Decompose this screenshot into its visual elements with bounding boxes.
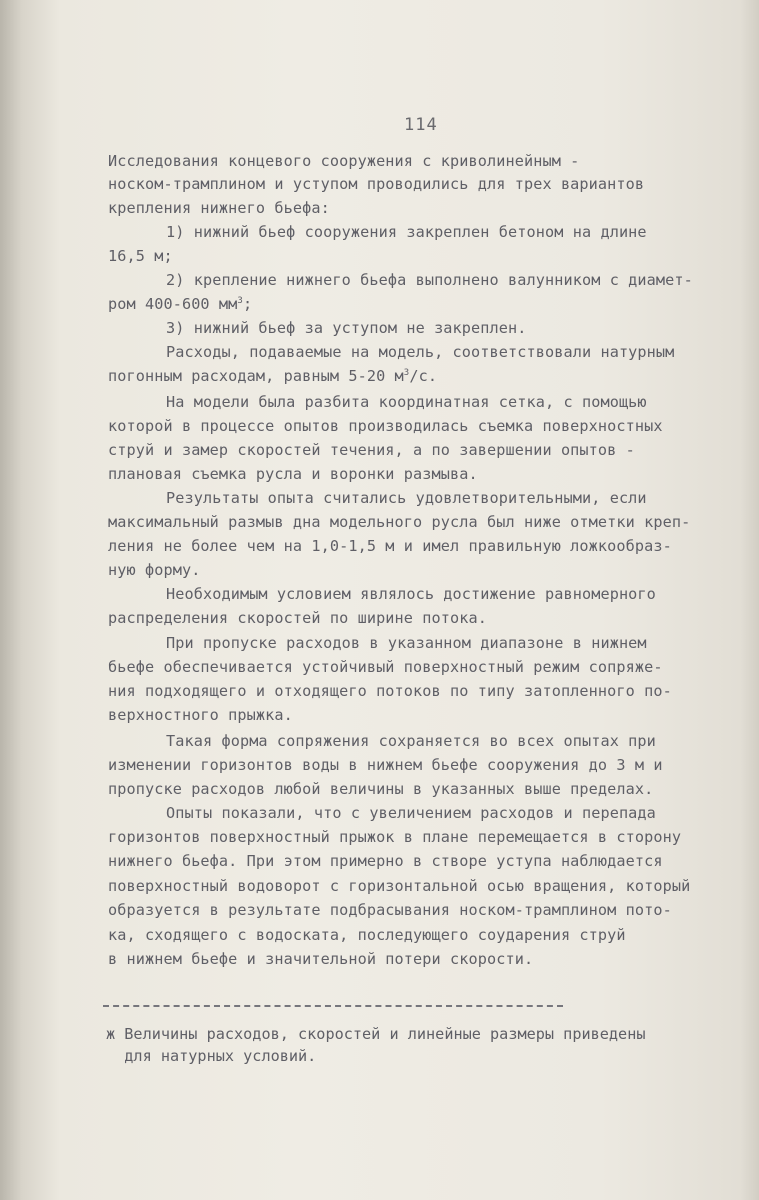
text-line: 1) нижний бьеф сооружения закреплен бетоном на длине: [166, 223, 647, 241]
text-line: ную форму.: [108, 561, 201, 579]
text-line: [108, 366, 437, 386]
text-line: крепления нижнего бьефа:: [108, 199, 330, 217]
text-line: которой в процессе опытов производилась съемка поверхностных: [108, 417, 663, 435]
text-line: носком-трамплином и уступом проводились для трех вариантов: [108, 175, 645, 193]
page-number: 114: [404, 115, 438, 135]
text-line: горизонтов поверхностный прыжок в плане перемещается в сторону: [108, 828, 682, 846]
text-fragment: погонным расходам, равным 5-20 м: [108, 367, 404, 385]
text-line: пропуске расходов любой величины в указанных выше пределах.: [108, 780, 654, 798]
text-line: 2) крепление нижнего бьефа выполнено валунником с диамет-: [166, 271, 693, 289]
text-fragment: /с.: [409, 367, 438, 385]
text-line: нижнего бьефа. При этом примерно в створе уступа наблюдается: [108, 852, 663, 870]
footnote-line: для натурных условий.: [106, 1047, 317, 1065]
text-line: изменении горизонтов воды в нижнем бьефе сооружения до 3 м и: [108, 756, 663, 774]
text-line: струй и замер скоростей течения, а по завершении опытов -: [108, 441, 635, 459]
text-line: Результаты опыта считались удовлетворительными, если: [166, 489, 647, 507]
text-line: ния подходящего и отходящего потоков по типу затопленного по-: [108, 682, 672, 700]
text-line: Исследования концевого сооружения с криволинейным -: [108, 152, 580, 170]
text-line: 3) нижний бьеф за уступом не закреплен.: [166, 319, 527, 337]
text-line: ления не более чем на 1,0-1,5 м и имел правильную ложкообраз-: [108, 537, 672, 555]
text-line: Опыты показали, что с увеличением расходов и перепада: [166, 804, 656, 822]
text-line: При пропуске расходов в указанном диапазоне в нижнем: [166, 634, 647, 652]
superscript: 3: [403, 367, 410, 378]
text-line: [108, 294, 252, 314]
superscript: 3: [237, 295, 243, 306]
text-fragment: ;: [242, 295, 253, 313]
text-line: распределения скоростей по ширине потока.: [108, 609, 487, 627]
text-line: поверхностный водоворот с горизонтальной осью вращения, который: [108, 877, 691, 895]
text-line: 16,5 м;: [108, 247, 173, 265]
text-line: На модели была разбита координатная сетка, с помощью: [166, 393, 647, 411]
text-line: Необходимым условием являлось достижение равномерного: [166, 585, 656, 603]
text-line: образуется в результате подбрасывания носком-трамплином пото-: [108, 901, 672, 919]
text-line: верхностного прыжка.: [108, 706, 293, 724]
footnote-divider: [103, 1005, 563, 1007]
text-line: плановая съемка русла и воронки размыва.: [108, 465, 478, 483]
text-line: Такая форма сопряжения сохраняется во всех опытах при: [166, 732, 656, 750]
text-line: бьефе обеспечивается устойчивый поверхностный режим сопряже-: [108, 658, 663, 676]
text-fragment: ром 400-600 мм: [108, 295, 238, 313]
text-line: Расходы, подаваемые на модель, соответствовали натурным: [166, 343, 675, 361]
text-line: максимальный размыв дна модельного русла был ниже отметки креп-: [108, 513, 691, 531]
footnote-line: ж Величины расходов, скоростей и линейные размеры приведены: [106, 1025, 646, 1043]
text-line: ка, сходящего с водоската, последующего соударения струй: [108, 926, 626, 944]
text-line: в нижнем бьефе и значительной потери скорости.: [108, 950, 534, 968]
